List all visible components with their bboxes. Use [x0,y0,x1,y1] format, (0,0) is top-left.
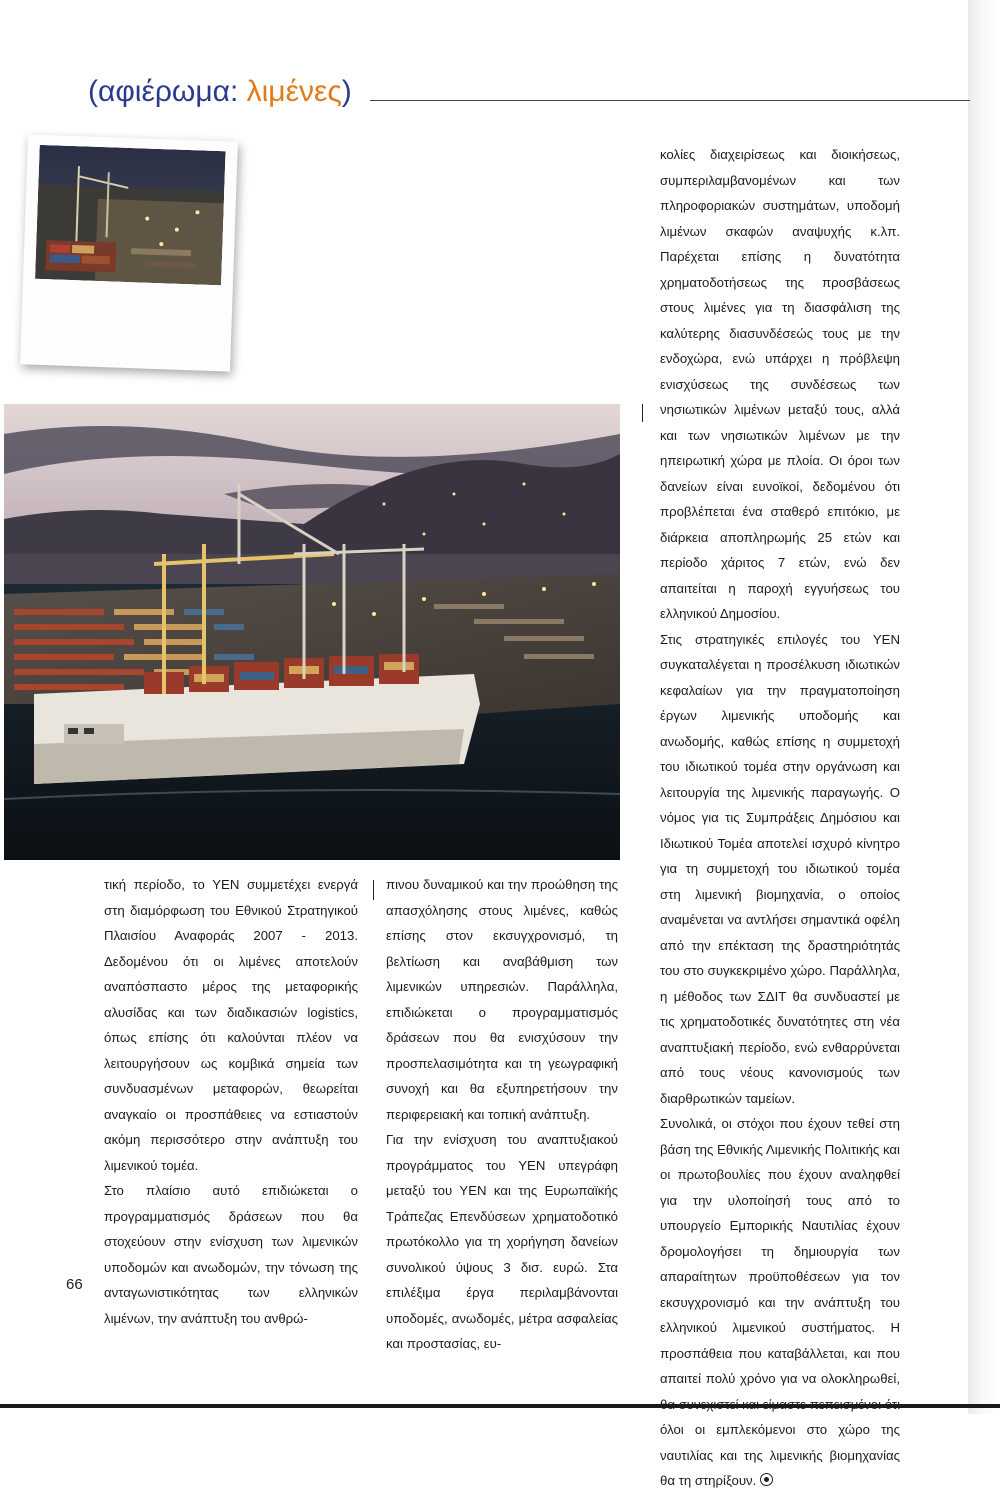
heading-open-paren: ( [88,75,98,108]
section-heading [88,72,352,112]
paragraph: κολίες διαχειρίσεως και διοικήσεως, συμπεριλαμβανομένων και των πληροφοριακών συστημάτων, υποδομή λιμένων σκαφών αναψυχής κ.λπ. Παρέχεται επίσης η δυνατότητα χρηματοδοτήσεως της προσβάσεως στους λιμένες για τη διασφάλιση της καλύτερης διασυνδέσεώς τους με την ενδοχώρα, ενώ υπάρχει η πρόβλεψη ενισχύσεως της συνδέσεως των νησιωτικών λιμένων μεταξύ τους, αλλά και των νησιωτικών λιμένων με την ηπειρωτική χώρα με πλοία. Οι όροι των δανείων είναι ευνοϊκοί, δεδομένου ότι προβλέπεται ένα σταθερό επιτόκιο, με διάρκεια αποπληρωμής 25 ετών και περίοδο χάριτος 7 ετών, ενώ δεν απαιτείται η παροχή εγγυήσεως του ελληνικού Δημοσίου. [660,147,900,621]
column-divider [642,404,643,422]
container-port-night-icon [35,145,226,285]
paragraph: πινου δυναμικού και την προώθηση της απασχόλησης στους λιμένες, καθώς επίσης στον εκσυγχρονισμό, τη βελτίωση και αναβάθμιση των λιμενικών υπηρεσιών. Παράλληλα, επιδιώκεται ο προγραμματισμός δράσεων που θα ενισχύσουν την προσπελασιμότητα και τη γεωγραφική συνοχή και θα εξυπηρετήσουν την περιφερειακή και τοπική ανάπτυξη. [386,877,618,1122]
container-ship-port-dusk-icon [4,404,620,860]
paragraph-text: Συνολικά, οι στόχοι που έχουν τεθεί στη βάση της Εθνικής Λιμενικής Πολιτικής και οι πρωτοβουλίες που έχουν αναληφθεί για την υλοποίησή τους από το υπουργείο Εμπορικής Ναυτιλίας έχουν δρομολογήσει τη δημιουργία των απαραίτητων προϋποθέσεων για τον εκσυγχρονισμό και την ανάπτυξη του ελληνικού λιμενικού συστήματος. Η προσπάθεια που καταβάλλεται, και που απαιτεί πολύ χρόνο για να ολοκληρωθεί, όλοι οι εμπλεκόμενοι στο χώρο της ναυτιλίας και της λιμενικής βιομηχανίας θα τη στηρίξουν. [660,1116,900,1488]
column-divider [373,880,374,900]
heading-topic: λιμένες [246,75,342,108]
page-number: 66 [66,1276,83,1293]
paragraph: Στις στρατηγικές επιλογές του ΥΕΝ συγκαταλέγεται η προσέλκυση ιδιωτικών κεφαλαίων για την πραγματοποίηση έργων λιμενικής υποδομής και ανωδομής, καθώς επίσης η συμμετοχή του ιδιωτικού τομέα στην οργάνωση και λειτουργία της λιμενικής παραγωγής. Ο νόμος για τις Συμπράξεις Δημόσιου και Ιδιωτικού Τομέα αποτελεί ισχυρό κίνητρο για τη συμμετοχή του ιδιωτικού τομέα στη λιμενική βιομηχανία, ο οποίος αναμένεται να αντλήσει σημαντικά οφέλη από την επέκταση της δραστηριότητάς του στο συγκεκριμένο χώρο. Παράλληλα, η μέθοδος των ΣΔΙΤ θα συνδυαστεί με τις χρηματοδοτικές δυνατότητες στη νέα αναπτυξιακή περίοδο, ενώ ενθαρρύνεται από τους νέους κανονισμούς των διαρθρωτικών ταμείων. [660,631,900,1106]
article-column-2 [386,872,618,1357]
polaroid-photo-frame [20,134,238,371]
heading-close-paren: ) [341,75,352,108]
paragraph: τική περίοδο, το ΥΕΝ συμμετέχει ενεργά στη διαμόρφωση του Εθνικού Στρατηγικού Πλαισίου Αναφοράς 2007 - 2013. Δεδομένου ότι οι λιμένες αποτελούν αναπόσπαστο μέρος της μεταφορικής αλυσίδας και των διαδικασιών logistics, όπως επίσης ότι καλούνται πλέον να λειτουργήσουν ως κομβικά σημεία των συνδυασμένων μεταφορών, θεωρείται αναγκαίο οι προσπάθειες να εστιαστούν ακόμη περισσότερο στην ανάπτυξη του λιμενικού τομέα. [104,877,358,1173]
paragraph-final [660,1111,900,1494]
article-column-1 [104,872,358,1331]
heading-title: αφιέρωμα: [98,75,239,108]
paragraph: Στο πλαίσιο αυτό επιδιώκεται ο προγραμματισμός δράσεων που θα στοχεύουν στην ενίσχυση των λιμενικών υποδομών και ανωδομών, την τόνωση της ανταγωνιστικότητας των ελληνικών λιμένων, την ανάπτυξη του ανθρώ- [104,1183,358,1326]
heading-rule [370,100,970,101]
article-column-3 [660,142,900,1494]
bottom-rule [0,1404,1000,1408]
page-edge-shadow [968,0,1000,1414]
paragraph: Για την ενίσχυση του αναπτυξιακού προγράμματος του ΥΕΝ υπεγράφη μεταξύ του ΥΕΝ και της Ευρωπαϊκής Τράπεζας Επενδύσεων χρηματοδοτικό πρωτόκολλο για τη χορήγηση δανείων συνολικού ύψους 3 δισ. ευρώ. Στα επιλέξιμα έργα περιλαμβάνονται υποδομές, ανωδομές, μέτρα ασφαλείας και προστασίας, ευ- [386,1132,618,1351]
end-mark-icon [760,1473,773,1486]
